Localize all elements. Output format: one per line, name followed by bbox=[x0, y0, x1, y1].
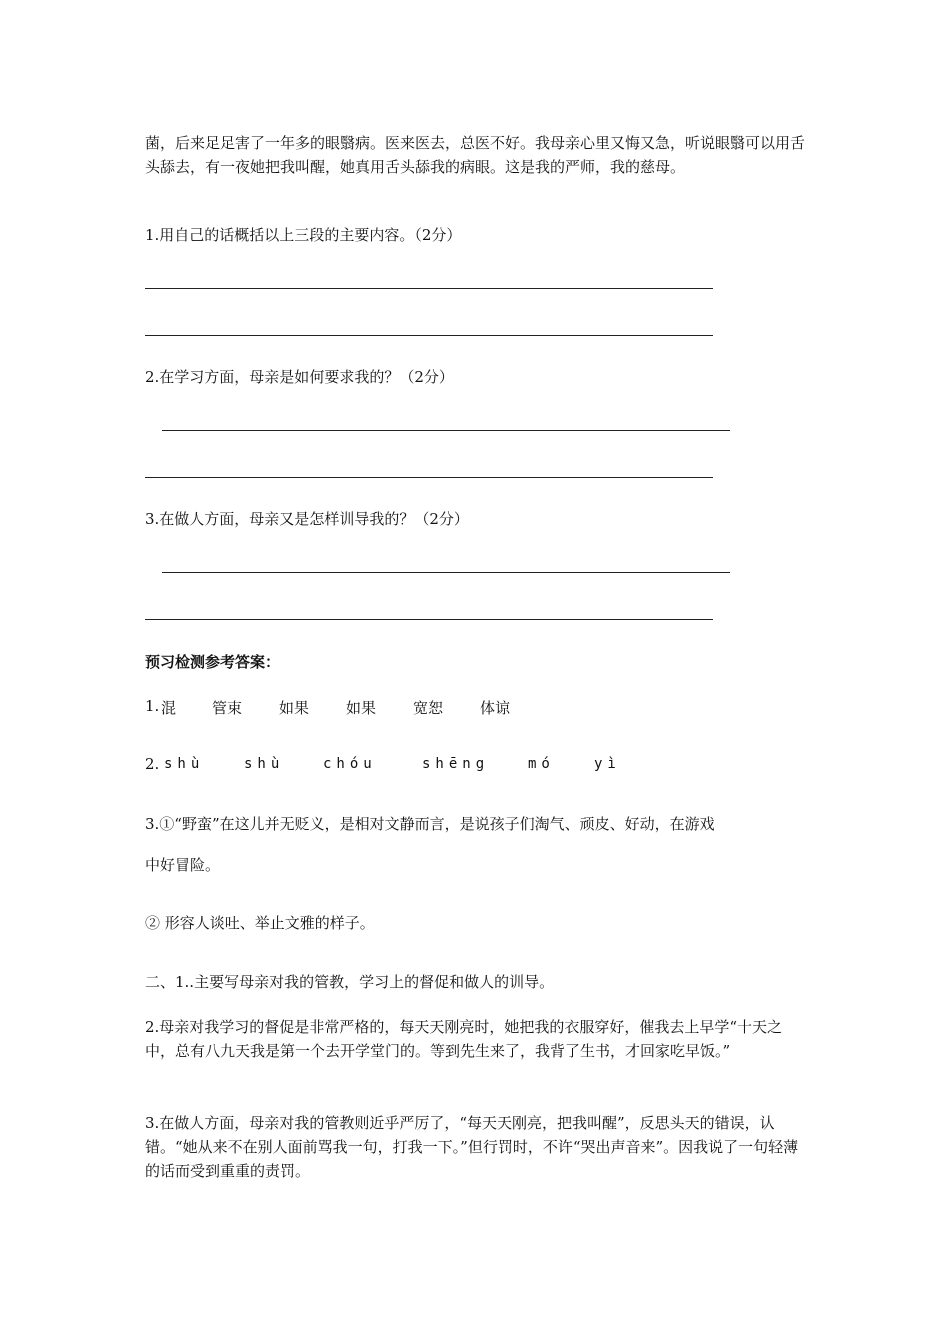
answer-1-word: 混 bbox=[161, 699, 177, 717]
answer-2-pinyin: shēng bbox=[422, 756, 490, 772]
section-2-answer-3: 3.在做人方面，母亲对我的管教则近乎严厉了，“每天天刚亮，把我叫醒”，反思头天的错误，认错。“她从来不在别人面前骂我一句，打我一下。”但行罚时，不许“哭出声音来”。因我说了一句轻薄的话而受到重重的责罚。 bbox=[145, 1114, 799, 1180]
answer-1-word: 管束 bbox=[212, 699, 243, 717]
answer-line bbox=[162, 430, 730, 431]
answers-heading: 预习检测参考答案： bbox=[145, 653, 281, 671]
answer-line bbox=[145, 288, 713, 289]
answer-1-word: 宽恕 bbox=[413, 699, 444, 717]
section-2-answer-1: 二、1..主要写母亲对我的管教，学习上的督促和做人的训导。 bbox=[145, 973, 555, 991]
answer-line bbox=[162, 572, 730, 573]
answer-1-word: 体谅 bbox=[480, 699, 511, 717]
section-2-answer-2: 2.母亲对我学习的督促是非常严格的，每天天刚亮时，她把我的衣服穿好，催我去上早学“十天之中，总有八九天我是第一个去开学堂门的。等到先生来了，我背了生书，才回家吃早饭。” bbox=[145, 1018, 782, 1060]
answer-2-pinyin: shù bbox=[164, 756, 205, 772]
answer-3-part2: ② 形容人谈吐、举止文雅的样子。 bbox=[145, 914, 375, 932]
answer-3-line2: 中好冒险。 bbox=[145, 856, 221, 874]
passage-tail: 菌，后来足足害了一年多的眼翳病。医来医去，总医不好。我母亲心里又悔又急，听说眼翳可以用舌头舔去，有一夜她把我叫醒，她真用舌头舔我的病眼。这是我的严师，我的慈母。 bbox=[145, 134, 806, 176]
answer-line bbox=[145, 619, 713, 620]
answer-2-pinyin: shù bbox=[244, 756, 285, 772]
answer-3-line1: 3.①“野蛮”在这儿并无贬义，是相对文静而言，是说孩子们淘气、顽皮、好动，在游戏 bbox=[145, 815, 715, 833]
answer-1-word: 如果 bbox=[279, 699, 310, 717]
answer-2-pinyin: mó bbox=[528, 756, 555, 772]
question-1: 1.用自己的话概括以上三段的主要内容。（2分） bbox=[145, 226, 462, 244]
answer-2-pinyin: yì bbox=[594, 756, 621, 772]
question-2: 2.在学习方面，母亲是如何要求我的？（2分） bbox=[145, 368, 454, 386]
answer-line bbox=[145, 477, 713, 478]
question-3: 3.在做人方面，母亲又是怎样训导我的？（2分） bbox=[145, 510, 469, 528]
answer-1-word: 如果 bbox=[346, 699, 377, 717]
answer-2-number: 2. bbox=[145, 755, 160, 773]
answer-2-pinyin: chóu bbox=[323, 756, 377, 772]
answer-line bbox=[145, 335, 713, 336]
answer-1-number: 1. bbox=[145, 697, 160, 715]
